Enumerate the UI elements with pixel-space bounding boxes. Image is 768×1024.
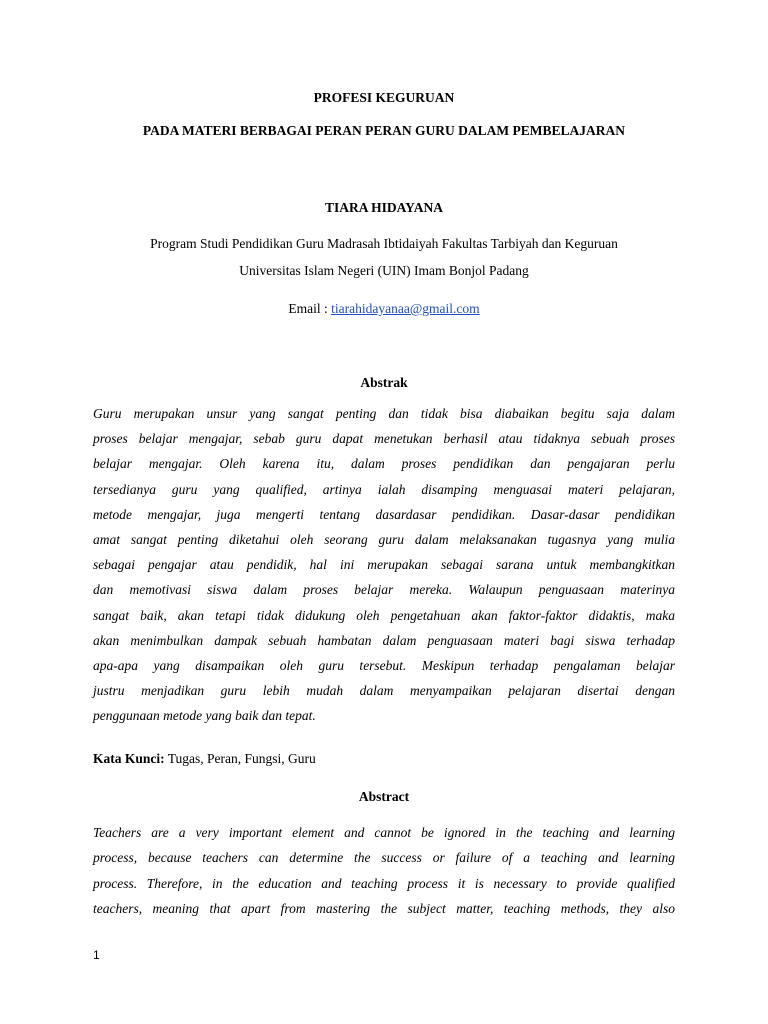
abstrak-line: belajar mengajar. Oleh karena itu, dalam proses pendidikan dan pengajaran perlu xyxy=(93,456,675,472)
email-link[interactable]: tiarahidayanaa@gmail.com xyxy=(331,301,480,316)
abstrak-line: sangat baik, akan tetapi tidak didukung oleh pengetahuan akan faktor-faktor didaktis, maka xyxy=(93,607,675,623)
abstract-line: teachers, meaning that apart from mastering the subject matter, teaching methods, they also xyxy=(93,900,675,916)
keywords-label: Kata Kunci: xyxy=(93,751,165,766)
abstrak-line: apa-apa yang disampaikan oleh guru tersebut. Meskipun terhadap pengalaman belajar xyxy=(93,657,675,673)
abstract-heading: Abstract xyxy=(358,789,410,804)
paper-title-line-1: PROFESI KEGURUAN xyxy=(313,90,455,105)
email-line xyxy=(93,300,675,318)
abstrak-line: penggunaan metode yang baik dan tepat. xyxy=(93,708,316,724)
abstrak-line: metode mengajar, juga mengerti tentang dasardasar pendidikan. Dasar-dasar pendidikan xyxy=(93,506,675,522)
abstract-line: process, because teachers can determine the success or failure of a teaching and learning xyxy=(93,850,675,866)
page-number: 1 xyxy=(93,948,100,962)
abstrak-line: proses belajar mengajar, sebab guru dapat menetukan berhasil atau tidaknya sebuah proses xyxy=(93,431,675,447)
email-label: Email : xyxy=(288,301,332,316)
abstract-line: process. Therefore, in the education and teaching process it is necessary to provide qualified xyxy=(93,875,675,891)
abstrak-line: amat sangat penting diketahui oleh seorang guru dalam melaksanakan tugasnya yang mulia xyxy=(93,531,675,547)
abstrak-line: justru menjadikan guru lebih mudah dalam menyampaikan pelajaran disertai dengan xyxy=(93,683,675,699)
abstract-paragraph xyxy=(93,824,675,925)
abstrak-line: dan memotivasi siswa dalam proses belajar mereka. Walaupun penguasaan materinya xyxy=(93,582,675,598)
affiliation-line-2: Universitas Islam Negeri (UIN) Imam Bonjol Padang xyxy=(239,263,529,278)
abstrak-line: sebagai pengajar atau pendidik, hal ini merupakan sebagai sarana untuk membangkitkan xyxy=(93,557,675,573)
abstract-line: Teachers are a very important element and cannot be ignored in the teaching and learning xyxy=(93,825,675,840)
author-name: TIARA HIDAYANA xyxy=(325,200,443,215)
paper-title-line-2: PADA MATERI BERBAGAI PERAN PERAN GURU DALAM PEMBELAJARAN xyxy=(142,123,626,138)
abstrak-line: akan menimbulkan dampak sebuah hambatan dalam penguasaan materi bagi siswa terhadap xyxy=(93,632,675,648)
abstrak-heading: Abstrak xyxy=(360,375,408,390)
abstrak-paragraph xyxy=(93,405,675,732)
keywords-value: Tugas, Peran, Fungsi, Guru xyxy=(164,751,316,766)
affiliation-line-1: Program Studi Pendidikan Guru Madrasah Ibtidaiyah Fakultas Tarbiyah dan Keguruan xyxy=(150,236,618,251)
keywords-line xyxy=(93,750,316,768)
abstrak-line: Guru merupakan unsur yang sangat penting dan tidak bisa diabaikan begitu saja dalam xyxy=(93,406,675,421)
abstrak-line: tersedianya guru yang qualified, artinya ialah disamping menguasai materi pelajaran, xyxy=(93,481,675,497)
